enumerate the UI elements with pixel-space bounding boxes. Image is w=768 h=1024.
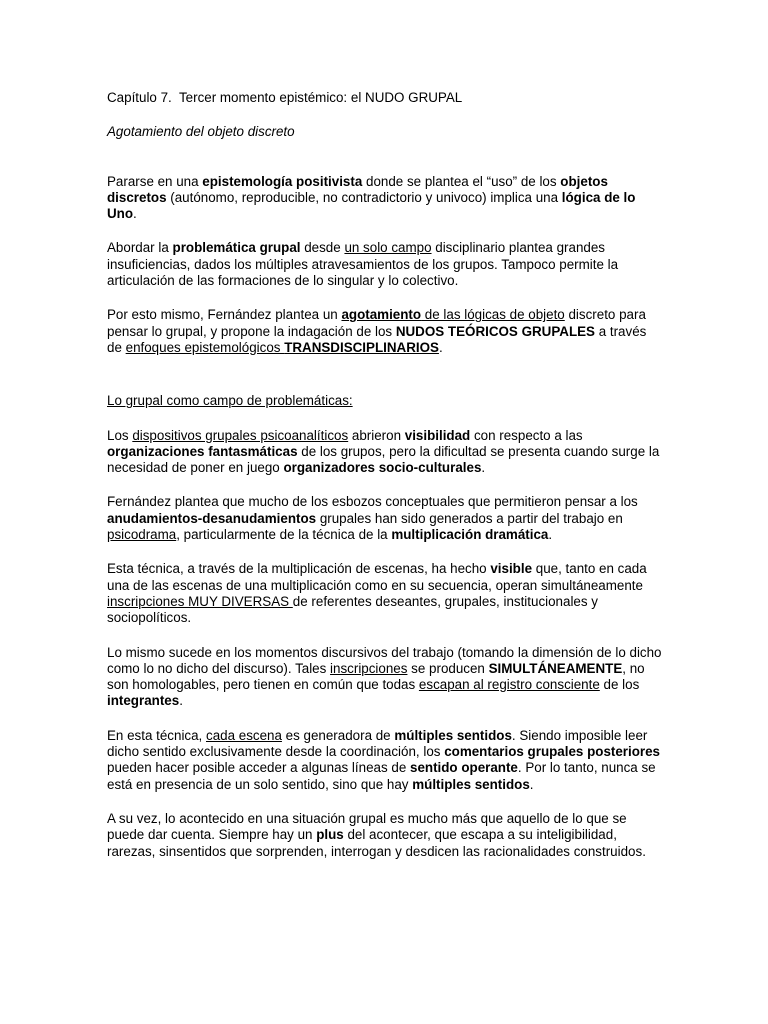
bold-run: anudamientos-desanudamientos xyxy=(107,510,317,526)
text-run: . xyxy=(481,460,486,476)
underlined-run: un solo campo xyxy=(344,240,432,256)
text-run: Fernández plantea que mucho de los esbozos conceptuales que permitieron pensar a los xyxy=(107,494,638,510)
underlined-run: inscripciones MUY DIVERSAS xyxy=(107,593,293,609)
text-run: del acontecer, que escapa a su inteligibilidad, rarezas, sinsentidos que sorprenden, interrogan y desdicen las racionalidades construidos. xyxy=(107,827,646,859)
bold-run: objetos discretos xyxy=(107,173,608,205)
text-run: Pararse en una xyxy=(107,173,203,189)
chapter-title-text: Tercer momento epistémico: el NUDO GRUPAL xyxy=(178,90,463,105)
bold-run: integrantes xyxy=(107,693,180,709)
paragraph-6 xyxy=(107,561,663,626)
bold-run: múltiples sentidos xyxy=(412,776,530,792)
text-run: desde xyxy=(300,240,345,256)
text-run: Lo mismo sucede en los momentos discursivos del trabajo (tomando la dimensión de lo dicho como lo no dicho del discurso). Tales xyxy=(107,644,662,676)
text-run: A su vez, lo acontecido en una situación grupal es mucho más que aquello de lo que se puede dar cuenta. Siempre hay un xyxy=(107,810,627,843)
underlined-run: escapan al registro consciente xyxy=(418,677,600,693)
bold-run: organizaciones fantasmáticas xyxy=(107,443,298,459)
text-run: , particularmente de la técnica de la xyxy=(176,527,392,543)
text-run: , no son homologables, pero tienen en común que todas xyxy=(107,660,645,693)
bold-run: epistemología positivista xyxy=(202,173,363,189)
underlined-bold-run: agotamiento xyxy=(341,307,422,323)
bold-run: organizadores socio-culturales xyxy=(283,460,482,476)
text-run: En esta técnica, xyxy=(107,727,206,743)
text-run: con respecto a las xyxy=(470,427,583,443)
bold-run: lógica de lo Uno xyxy=(107,189,636,222)
paragraph-3 xyxy=(107,307,663,356)
text-run: grupales han sido generados a partir del trabajo en xyxy=(316,510,623,526)
bold-run: visibilidad xyxy=(404,427,471,443)
bold-run: SIMULTÁNEAMENTE xyxy=(488,660,623,676)
paragraph-8 xyxy=(107,728,663,793)
text-run: de los grupos, pero la dificultad se presenta cuando surge la necesidad de poner en juego xyxy=(107,443,660,476)
underlined-bold-run: TRANSDISCIPLINARIOS xyxy=(284,339,439,355)
text-run: . xyxy=(438,339,443,355)
underlined-run: inscripciones xyxy=(330,660,408,676)
underlined-run: enfoques epistemológicos xyxy=(125,339,285,355)
bold-run: problemática grupal xyxy=(172,240,301,256)
text-run: disciplinario plantea grandes insuficiencias, dados los múltiples atravesamientos de los grupos. Tampoco permite la articulación de las formaciones de lo singular y lo colectivo. xyxy=(107,240,619,289)
bold-run: múltiples sentidos xyxy=(394,727,512,743)
text-run: . Por lo tanto, nunca se está en presencia de un solo sentido, sino que hay xyxy=(107,760,656,792)
text-run: . xyxy=(179,693,183,709)
paragraph-4 xyxy=(107,428,663,477)
text-run: discreto para pensar lo grupal, y propone la indagación de los xyxy=(107,307,646,339)
bold-run: plus xyxy=(316,827,344,843)
text-run: se producen xyxy=(407,660,489,676)
section-heading: Lo grupal como campo de problemáticas: xyxy=(107,393,353,409)
text-run: . xyxy=(548,527,553,543)
text-run: es generadora de xyxy=(281,727,395,743)
chapter-title xyxy=(107,90,663,106)
text-run: a través de xyxy=(107,323,647,355)
document-page xyxy=(107,90,663,860)
bold-run: sentido operante xyxy=(410,760,518,776)
bold-run: comentarios grupales posteriores xyxy=(444,744,661,760)
text-run: . Siendo imposible leer dicho sentido exclusivamente desde la coordinación, los xyxy=(107,727,648,760)
text-run: Esta técnica, a través de la multiplicación de escenas, ha hecho xyxy=(107,561,491,577)
text-run: abrieron xyxy=(348,427,405,443)
chapter-label: Capítulo 7. xyxy=(107,90,172,105)
underlined-run: de las lógicas de objeto xyxy=(421,307,565,323)
bold-run: visible xyxy=(490,561,533,577)
text-run: donde se plantea el “uso” de los xyxy=(362,173,561,189)
text-run: (autónomo, reproducible, no contradictorio y univoco) implica una xyxy=(166,189,562,205)
text-run: de referentes deseantes, grupales, institucionales y sociopolíticos. xyxy=(107,593,598,626)
chapter-gap xyxy=(172,90,179,105)
text-run: que, tanto en cada una de las escenas de una multiplicación como en su secuencia, operan simultáneamente xyxy=(107,561,647,593)
text-run: Abordar la xyxy=(107,240,173,256)
underlined-run: dispositivos grupales psicoanalíticos xyxy=(132,427,349,443)
paragraph-1 xyxy=(107,174,663,223)
paragraph-2 xyxy=(107,240,663,289)
paragraph-9 xyxy=(107,811,663,860)
paragraph-5 xyxy=(107,494,663,543)
text-run: de los xyxy=(599,677,640,693)
text-run: . xyxy=(529,776,534,792)
text-run: Por esto mismo, Fernández plantea un xyxy=(107,307,342,323)
text-run: pueden hacer posible acceder a algunas líneas de xyxy=(107,760,410,776)
underlined-run: cada escena xyxy=(206,727,282,743)
underlined-run: psicodrama xyxy=(107,527,177,543)
text-run: Los xyxy=(107,427,133,443)
paragraph-7 xyxy=(107,645,663,710)
section-subtitle: Agotamiento del objeto discreto xyxy=(107,124,295,140)
bold-run: multiplicación dramática xyxy=(391,527,549,543)
text-run: . xyxy=(133,206,137,222)
bold-run: NUDOS TEÓRICOS GRUPALES xyxy=(395,323,595,339)
